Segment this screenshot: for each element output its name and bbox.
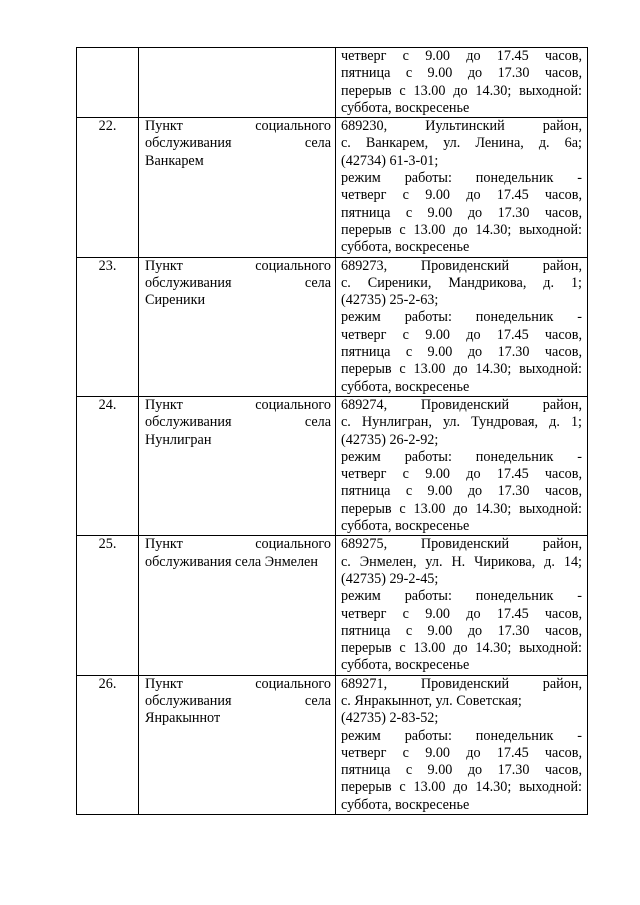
- row-number-cell: 22.: [77, 118, 139, 257]
- info-line: суббота, воскресенье: [341, 518, 470, 535]
- info-line: (42735) 25-2-63;: [341, 292, 439, 309]
- row-number-cell: 24.: [77, 396, 139, 535]
- contact-schedule-cell: [336, 257, 588, 396]
- name-line: обслуживания села: [145, 135, 331, 152]
- info-line: режим работы: понедельник -: [341, 448, 582, 465]
- info-line: суббота, воскресенье: [341, 99, 470, 116]
- info-line: перерыв с 13.00 до 14.30; выходной:: [341, 640, 582, 657]
- name-line: обслуживания села: [145, 274, 331, 291]
- contact-schedule-cell: [336, 675, 588, 814]
- name-line: обслуживания села Энмелен: [145, 553, 318, 570]
- info-line: с. Нунлигран, ул. Тундровая, д. 1;: [341, 414, 582, 431]
- info-line: пятница с 9.00 до 17.30 часов,: [341, 762, 582, 779]
- name-line: Пункт социального: [145, 257, 331, 274]
- service-point-name-cell: [139, 396, 336, 535]
- info-line: четверг с 9.00 до 17.45 часов,: [341, 48, 582, 64]
- info-line: четверг с 9.00 до 17.45 часов,: [341, 187, 582, 204]
- name-line: Ванкарем: [145, 152, 204, 169]
- service-point-name-cell: [139, 675, 336, 814]
- info-line: перерыв с 13.00 до 14.30; выходной:: [341, 779, 582, 796]
- info-line: суббота, воскресенье: [341, 239, 470, 256]
- info-line: (42735) 26-2-92;: [341, 431, 439, 448]
- info-line: перерыв с 13.00 до 14.30; выходной:: [341, 221, 582, 238]
- info-line: суббота, воскресенье: [341, 378, 470, 395]
- table-body: [77, 48, 588, 815]
- info-line: с. Энмелен, ул. Н. Чирикова, д. 14;: [341, 553, 582, 570]
- name-line: Пункт социального: [145, 118, 331, 135]
- table-row: [77, 536, 588, 675]
- info-line: четверг с 9.00 до 17.45 часов,: [341, 466, 582, 483]
- info-line: суббота, воскресенье: [341, 657, 470, 674]
- table-row: [77, 118, 588, 257]
- contact-schedule-cell: [336, 396, 588, 535]
- service-points-table: [76, 47, 588, 815]
- info-line: 689273, Провиденский район,: [341, 257, 582, 274]
- info-line: режим работы: понедельник -: [341, 309, 582, 326]
- info-line: режим работы: понедельник -: [341, 727, 582, 744]
- info-line: 689274, Провиденский район,: [341, 396, 582, 413]
- name-line: Янракыннот: [145, 710, 221, 727]
- table-row: [77, 48, 588, 118]
- info-line: режим работы: понедельник -: [341, 588, 582, 605]
- info-line: с. Сиреники, Мандрикова, д. 1;: [341, 274, 582, 291]
- info-line: пятница с 9.00 до 17.30 часов,: [341, 344, 582, 361]
- service-point-name-cell: [139, 257, 336, 396]
- contact-schedule-cell: [336, 118, 588, 257]
- info-line: четверг с 9.00 до 17.45 часов,: [341, 605, 582, 622]
- name-line: Сиреники: [145, 292, 206, 309]
- info-line: пятница с 9.00 до 17.30 часов,: [341, 65, 582, 82]
- info-line: режим работы: понедельник -: [341, 170, 582, 187]
- service-point-name-cell: [139, 118, 336, 257]
- info-line: четверг с 9.00 до 17.45 часов,: [341, 326, 582, 343]
- info-line: (42734) 61-3-01;: [341, 152, 439, 169]
- info-line: пятница с 9.00 до 17.30 часов,: [341, 483, 582, 500]
- info-line: с. Янракыннот, ул. Советская;: [341, 692, 522, 709]
- info-line: перерыв с 13.00 до 14.30; выходной:: [341, 500, 582, 517]
- info-line: с. Ванкарем, ул. Ленина, д. 6а;: [341, 135, 582, 152]
- info-line: пятница с 9.00 до 17.30 часов,: [341, 622, 582, 639]
- name-line: Пункт социального: [145, 396, 331, 413]
- row-number-cell: [77, 48, 139, 118]
- info-line: 689230, Иультинский район,: [341, 118, 582, 135]
- contact-schedule-cell: [336, 48, 588, 118]
- info-line: (42735) 29-2-45;: [341, 570, 439, 587]
- info-line: перерыв с 13.00 до 14.30; выходной:: [341, 82, 582, 99]
- row-number-cell: 25.: [77, 536, 139, 675]
- name-line: Пункт социального: [145, 536, 331, 553]
- table-row: [77, 257, 588, 396]
- row-number-cell: 23.: [77, 257, 139, 396]
- service-point-name-cell: [139, 536, 336, 675]
- info-line: 689271, Провиденский район,: [341, 675, 582, 692]
- info-line: 689275, Провиденский район,: [341, 536, 582, 553]
- table-row: [77, 675, 588, 814]
- info-line: суббота, воскресенье: [341, 796, 470, 813]
- info-line: перерыв с 13.00 до 14.30; выходной:: [341, 361, 582, 378]
- info-line: четверг с 9.00 до 17.45 часов,: [341, 744, 582, 761]
- service-point-name-cell: [139, 48, 336, 118]
- name-line: Нунлигран: [145, 431, 212, 448]
- name-line: обслуживания села: [145, 692, 331, 709]
- row-number-cell: 26.: [77, 675, 139, 814]
- info-line: (42735) 2-83-52;: [341, 710, 439, 727]
- name-line: обслуживания села: [145, 414, 331, 431]
- info-line: пятница с 9.00 до 17.30 часов,: [341, 204, 582, 221]
- contact-schedule-cell: [336, 536, 588, 675]
- table-row: [77, 396, 588, 535]
- name-line: Пункт социального: [145, 675, 331, 692]
